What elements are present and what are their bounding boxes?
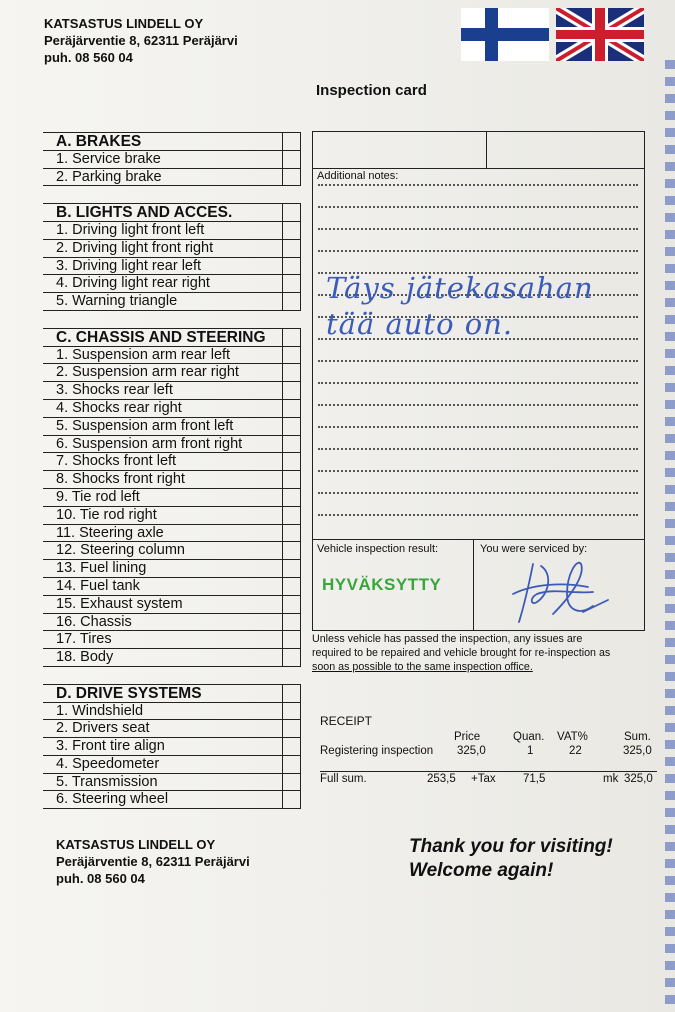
- receipt-item-name: Registering inspection: [320, 745, 434, 757]
- footer-company-address: Peräjärventie 8, 62311 Peräjärvi: [56, 854, 250, 869]
- checklist-item: 1. Service brake: [43, 151, 301, 169]
- disclaimer-line-1: Unless vehicle has passed the inspection, any issues are: [312, 633, 583, 645]
- checklist-item: 2. Driving light front right: [43, 240, 301, 258]
- disclaimer-text: [312, 632, 647, 674]
- receipt-col-vat: VAT%: [557, 731, 588, 743]
- thank-you-line-1: Thank you for visiting!: [409, 836, 613, 857]
- checklist-item: 5. Transmission: [43, 774, 301, 792]
- receipt-col-sum: Sum.: [624, 731, 651, 743]
- checklist-item: 12. Steering column: [43, 542, 301, 560]
- serviced-by-label: You were serviced by:: [480, 543, 588, 555]
- receipt-currency: mk: [603, 773, 619, 785]
- footer-company: [56, 836, 250, 887]
- checklist-item: 16. Chassis: [43, 614, 301, 632]
- thank-you-line-2: Welcome again!: [409, 860, 554, 881]
- company-name: KATSASTUS LINDELL OY: [44, 16, 204, 31]
- receipt-item-quan: 1: [527, 745, 534, 757]
- handwritten-note-line-1: Täys jätekasahan: [326, 271, 594, 305]
- receipt-full-net: 253,5: [427, 773, 456, 785]
- disclaimer-line-3: soon as possible to the same inspection office.: [312, 661, 533, 673]
- notes-and-result-box: [312, 131, 645, 631]
- checklist-item: 3. Driving light rear left: [43, 258, 301, 276]
- checklist-item: 14. Fuel tank: [43, 578, 301, 596]
- checklist-item: 3. Shocks rear left: [43, 382, 301, 400]
- inspection-result-value: HYVÄKSYTTY: [322, 575, 442, 594]
- checklist-item: 4. Driving light rear right: [43, 275, 301, 293]
- receipt-full-total: 325,0: [624, 773, 653, 785]
- company-address: Peräjärventie 8, 62311 Peräjärvi: [44, 33, 238, 48]
- page-title: Inspection card: [316, 82, 427, 99]
- checklist-item: 10. Tie rod right: [43, 507, 301, 525]
- checklist-item: 1. Windshield: [43, 703, 301, 721]
- checklist-item: 13. Fuel lining: [43, 560, 301, 578]
- header-cells: [313, 132, 644, 169]
- section-heading-brakes: A. BRAKES: [43, 132, 301, 151]
- footer-company-phone: puh. 08 560 04: [56, 871, 145, 886]
- section-heading-chassis: C. CHASSIS AND STEERING: [43, 328, 301, 347]
- receipt-col-price: Price: [454, 731, 481, 743]
- disclaimer-line-2: required to be repaired and vehicle brought for re-inspection as: [312, 647, 611, 659]
- section-heading-drive-systems: D. DRIVE SYSTEMS: [43, 684, 301, 703]
- checklist-item: 1. Driving light front left: [43, 222, 301, 240]
- company-header: [44, 15, 238, 66]
- receipt-tax-value: 71,5: [523, 773, 546, 785]
- checklist-item: 4. Shocks rear right: [43, 400, 301, 418]
- finland-flag-icon[interactable]: [461, 8, 549, 66]
- footer-company-name: KATSASTUS LINDELL OY: [56, 837, 216, 852]
- receipt-title: RECEIPT: [320, 714, 373, 728]
- checklist-item: 6. Steering wheel: [43, 791, 301, 809]
- checklist-item: 7. Shocks front left: [43, 453, 301, 471]
- checklist-item: 17. Tires: [43, 631, 301, 649]
- company-phone: puh. 08 560 04: [44, 50, 133, 65]
- receipt-col-quan: Quan.: [513, 731, 545, 743]
- inspection-result-label: Vehicle inspection result:: [317, 543, 439, 555]
- thank-you-message: [409, 835, 613, 883]
- handwritten-note-line-2: tää auto on.: [326, 307, 514, 341]
- checklist-item: 8. Shocks front right: [43, 471, 301, 489]
- united-kingdom-flag-icon[interactable]: [556, 8, 644, 66]
- signature-icon: [493, 554, 633, 626]
- inspection-checklist: [43, 132, 301, 809]
- receipt-item-sum: 325,0: [623, 745, 652, 757]
- checklist-item: 5. Suspension arm front left: [43, 418, 301, 436]
- checklist-item: 9. Tie rod left: [43, 489, 301, 507]
- receipt-item-vat: 22: [569, 745, 582, 757]
- checklist-item: 11. Steering axle: [43, 525, 301, 543]
- receipt-item-price: 325,0: [457, 745, 486, 757]
- additional-notes-label: Additional notes:: [317, 170, 399, 182]
- checklist-item: 4. Speedometer: [43, 756, 301, 774]
- checklist-item: 18. Body: [43, 649, 301, 667]
- checklist-item: 1. Suspension arm rear left: [43, 347, 301, 365]
- paper-edge-stripe: [665, 60, 675, 1012]
- checklist-item: 5. Warning triangle: [43, 293, 301, 311]
- checklist-item: 6. Suspension arm front right: [43, 436, 301, 454]
- section-heading-lights: B. LIGHTS AND ACCES.: [43, 203, 301, 222]
- receipt-full-sum-label: Full sum.: [320, 773, 367, 785]
- checklist-item: 3. Front tire align: [43, 738, 301, 756]
- checklist-item: 2. Suspension arm rear right: [43, 364, 301, 382]
- checklist-item: 2. Drivers seat: [43, 720, 301, 738]
- handwritten-note: [326, 270, 616, 342]
- receipt-tax-label: +Tax: [471, 773, 496, 785]
- checklist-item: 15. Exhaust system: [43, 596, 301, 614]
- result-row: [313, 539, 644, 631]
- checklist-item: 2. Parking brake: [43, 169, 301, 187]
